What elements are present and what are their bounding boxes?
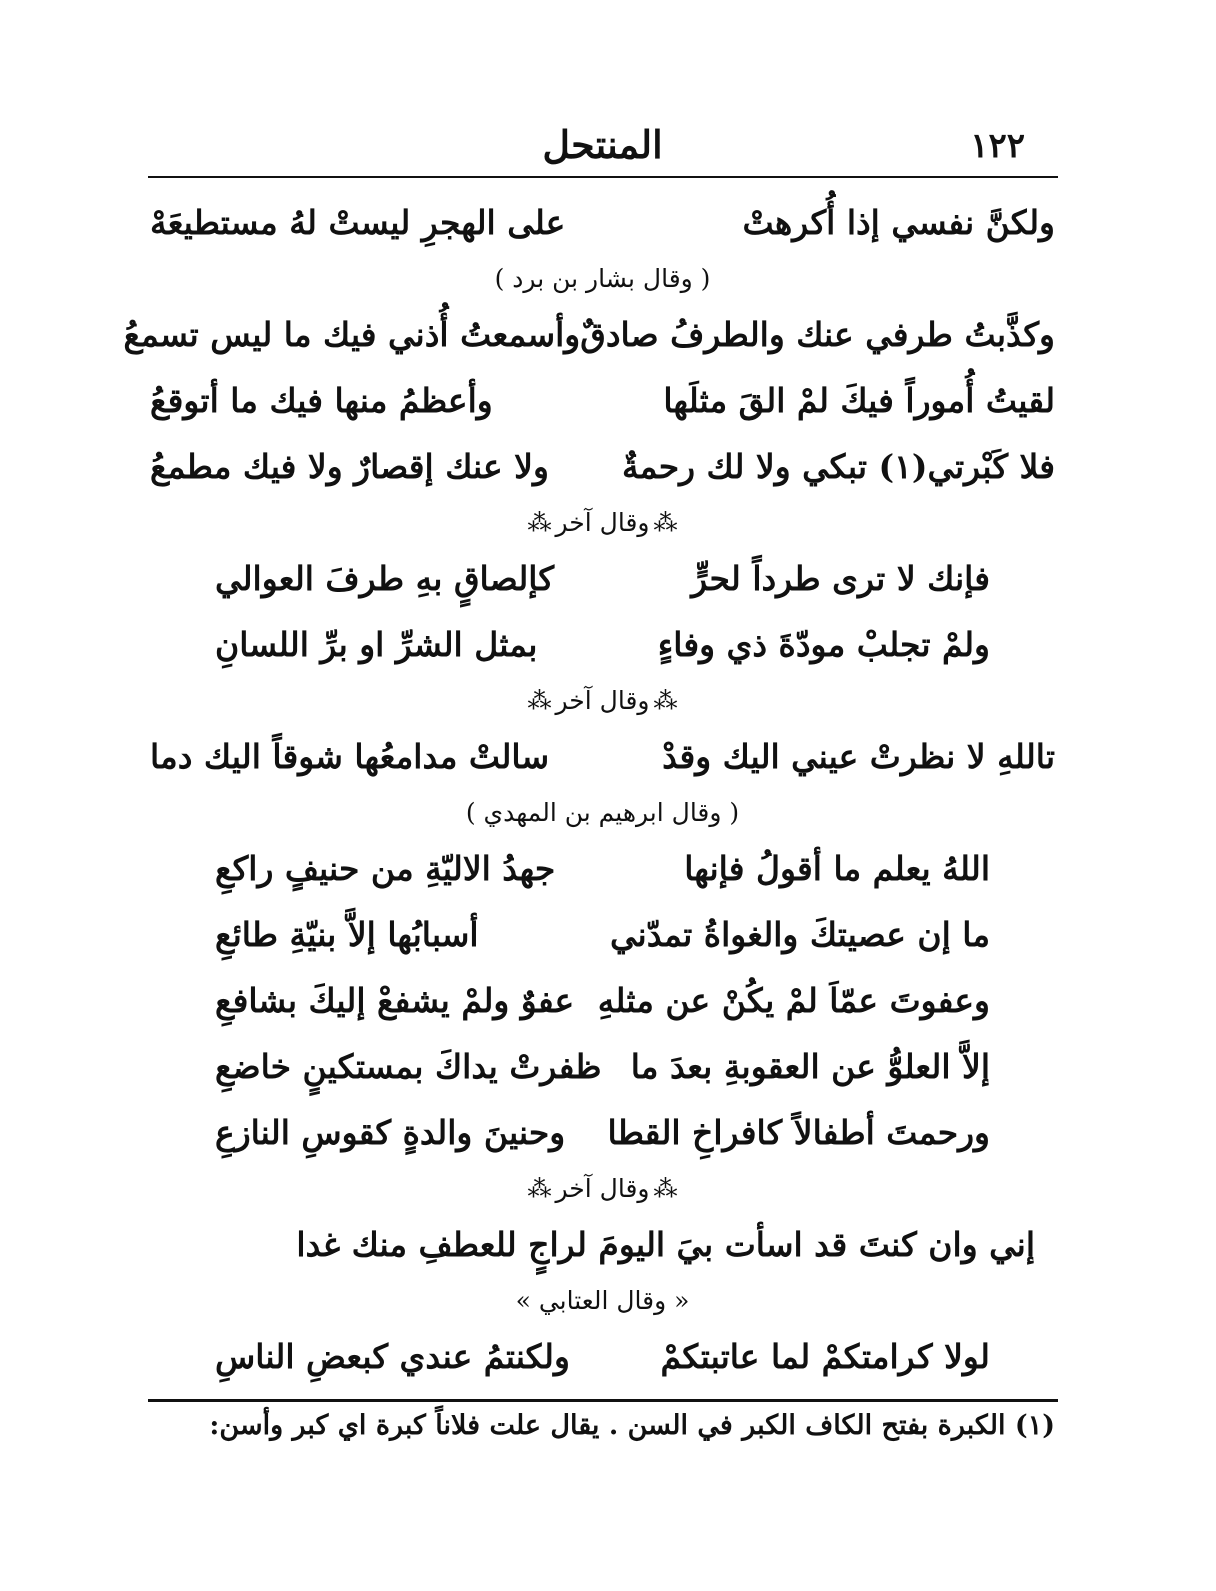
verse-line [150,1034,1055,1100]
ornament-icon: ⁂ [527,509,552,537]
first-hemistich: ولمْ تجلبْ مودّةَ ذي وفاءٍ [657,624,990,664]
verse-line [150,968,1055,1034]
poet-heading: ( وقال بشار بن برد ) [494,264,711,293]
second-hemistich: كإلصاقٍ بهِ طرفَ العوالي [215,558,555,598]
page-header [150,118,1055,170]
poet-heading [150,1166,1055,1212]
second-hemistich: ولا عنك إقصارٌ ولا فيك مطمعُ [150,446,549,486]
ornament-icon: ⁂ [527,687,552,715]
heading-text: وقال آخر [555,1174,650,1203]
second-hemistich: وحنينَ والدةٍ كقوسِ النازعِ [215,1112,566,1152]
ornament-icon: ⁂ [653,687,678,715]
second-hemistich: سالتْ مدامعُها شوقاً اليك دما [150,736,550,776]
second-hemistich: ولكنتمُ عندي كبعضِ الناسِ [215,1336,570,1376]
second-hemistich: على الهجرِ ليستْ لهُ مستطيعَهْ [150,202,566,242]
verse-line [150,724,1055,790]
first-hemistich: فلا كَبْرتي(١) تبكي ولا لك رحمةٌ [621,446,1055,486]
first-hemistich: ولكنَّ نفسي إذا أُكرهتْ [742,202,1055,242]
verse-line [150,836,1055,902]
first-hemistich: لولا كرامتكمْ لما عاتبتكمْ [660,1336,990,1376]
heading-text: وقال آخر [555,686,650,715]
first-hemistich: تاللهِ لا نظرتْ عيني اليك وقدْ [662,736,1055,776]
first-hemistich: وكذَّبتُ طرفي عنك والطرفُ صادقٌ [580,314,1055,354]
poet-heading: ( وقال ابرهيم بن المهدي ) [465,798,740,827]
verse-line [150,1324,1055,1390]
ornament-icon: ⁂ [527,1175,552,1203]
verse-line [150,902,1055,968]
second-hemistich: ظفرتْ يداكَ بمستكينٍ خاضعِ [215,1046,602,1086]
first-hemistich: فإنك لا ترى طرداً لحرٍّ [691,558,990,598]
heading-text: وقال آخر [555,508,650,537]
first-hemistich: ما إن عصيتكَ والغواةُ تمدّني [610,914,990,954]
header-rule [148,176,1058,178]
running-title: المنتحل [542,122,663,167]
second-hemistich: جهدُ الاليّةِ من حنيفٍ راكعِ [215,848,556,888]
verse-line [150,1100,1055,1166]
second-hemistich: أسبابُها إلاَّ بنيّةِ طائعِ [215,914,479,954]
verse-line [150,1212,1055,1278]
poet-heading [150,678,1055,724]
poet-heading [150,500,1055,546]
verse-line [123,302,1055,368]
verse-line [150,546,1055,612]
verse-line [150,368,1055,434]
poetry-body [123,190,1055,1390]
second-hemistich: عفوٌ ولمْ يشفعْ إليكَ بشافعِ [215,980,575,1020]
first-hemistich: وعفوتَ عمّاَ لمْ يكُنْ عن مثلهِ [597,980,990,1020]
page-number: ١٢٢ [970,126,1025,166]
verse-line [150,190,1055,256]
second-hemistich: وأعظمُ منها فيك ما أتوقعُ [150,380,493,420]
first-hemistich: ورحمتَ أطفالاً كافراخِ القطا [607,1112,990,1152]
verse-line [150,434,1055,500]
footnote-rule [148,1399,1058,1402]
second-hemistich: وأسمعتُ أُذني فيك ما ليس تسمعُ [123,314,581,354]
second-hemistich: بمثل الشرِّ او برِّ اللسانِ [215,624,538,664]
ornament-icon: ⁂ [653,509,678,537]
full-verse: إني وان كنتَ قد اسأت بيَ اليومَ لراجٍ للعطفِ منك غدا [296,1224,1035,1264]
first-hemistich: لقيتُ أُموراً فيكَ لمْ القَ مثلَها [663,380,1055,420]
ornament-icon: ⁂ [653,1175,678,1203]
verse-line [150,612,1055,678]
footnote: (١) الكبرة بفتح الكاف الكبر في السن . يقال علت فلاناً كبرة اي كبر وأسن: [209,1410,1055,1441]
first-hemistich: إلاَّ العلوُّ عن العقوبةِ بعدَ ما [630,1046,990,1086]
poet-heading: « وقال العتابي » [515,1286,690,1315]
first-hemistich: اللهُ يعلم ما أقولُ فإنها [684,848,990,888]
